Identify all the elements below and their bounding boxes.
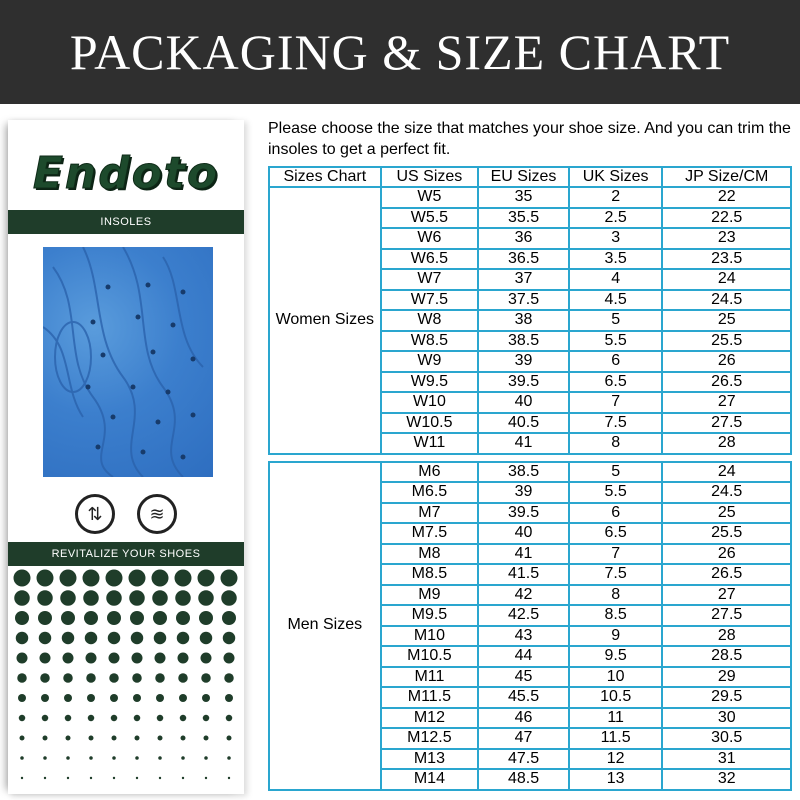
table-cell: 11: [569, 708, 663, 729]
table-cell: 27.5: [662, 605, 791, 626]
pattern-dot: [18, 694, 26, 702]
pattern-dot: [175, 590, 191, 606]
table-cell: M12: [381, 708, 479, 729]
pattern-dot: [132, 673, 142, 683]
pattern-dot: [181, 736, 186, 741]
pattern-dot: [85, 632, 98, 645]
pattern-dot: [20, 756, 24, 760]
pattern-dot: [63, 673, 73, 683]
table-cell: 12: [569, 749, 663, 770]
table-cell: 23.5: [662, 249, 791, 270]
pattern-dot: [175, 570, 192, 587]
table-cell: M8.5: [381, 564, 479, 585]
pattern-dot: [228, 777, 230, 779]
table-cell: W8.5: [381, 331, 479, 352]
pattern-dot: [109, 653, 120, 664]
table-cell: M10.5: [381, 646, 479, 667]
table-cell: 39: [478, 351, 569, 372]
table-cell: 26.5: [662, 372, 791, 393]
pattern-dot: [43, 736, 48, 741]
table-cell: W7.5: [381, 290, 479, 311]
pattern-dot: [198, 570, 215, 587]
pattern-dot: [155, 653, 166, 664]
pattern-dot: [180, 715, 187, 722]
table-cell: M12.5: [381, 728, 479, 749]
table-cell: W5.5: [381, 208, 479, 229]
table-cell: 45: [478, 667, 569, 688]
brand-logo: Endoto: [32, 148, 220, 199]
column-header: JP Size/CM: [662, 167, 791, 187]
ventilation-icon: ≋: [137, 494, 177, 534]
table-cell: M6: [381, 462, 479, 483]
table-cell: M9: [381, 585, 479, 606]
pattern-dot: [129, 590, 145, 606]
table-cell: 5.5: [569, 331, 663, 352]
size-group-label: Women Sizes: [269, 187, 381, 454]
pattern-dot: [61, 611, 75, 625]
table-cell: 22.5: [662, 208, 791, 229]
table-cell: 7: [569, 392, 663, 413]
pattern-dot: [86, 653, 97, 664]
pattern-dot: [201, 673, 211, 683]
pattern-dot: [63, 653, 74, 664]
pattern-dot: [87, 694, 95, 702]
pattern-dot: [226, 715, 233, 722]
pattern-dot: [221, 590, 237, 606]
pattern-dot: [66, 736, 71, 741]
pattern-dot: [177, 632, 190, 645]
pattern-dot: [113, 777, 115, 779]
table-cell: 23: [662, 228, 791, 249]
pattern-dot: [179, 694, 187, 702]
table-cell: 43: [478, 626, 569, 647]
pattern-dot: [89, 736, 94, 741]
table-cell: 32: [662, 769, 791, 790]
pattern-dot: [65, 715, 72, 722]
table-cell: 38: [478, 310, 569, 331]
table-cell: 28: [662, 626, 791, 647]
pattern-dot: [16, 632, 29, 645]
table-cell: W9.5: [381, 372, 479, 393]
insole-image: [43, 247, 213, 477]
pattern-dot: [66, 756, 70, 760]
table-cell: 8: [569, 433, 663, 454]
table-cell: 41.5: [478, 564, 569, 585]
table-cell: 45.5: [478, 687, 569, 708]
table-cell: 31: [662, 749, 791, 770]
pattern-dot: [178, 673, 188, 683]
table-cell: 30: [662, 708, 791, 729]
table-cell: 11.5: [569, 728, 663, 749]
pattern-dot: [37, 570, 54, 587]
table-cell: 7.5: [569, 564, 663, 585]
pattern-dot: [156, 694, 164, 702]
pattern-dot: [225, 694, 233, 702]
pattern-dot: [83, 570, 100, 587]
table-cell: 46: [478, 708, 569, 729]
table-row: [269, 462, 791, 483]
pattern-dot: [129, 570, 146, 587]
pattern-dot: [64, 694, 72, 702]
product-package: [8, 120, 244, 794]
pattern-dot: [227, 756, 231, 760]
pattern-dot: [40, 653, 51, 664]
table-cell: 47.5: [478, 749, 569, 770]
pattern-dot: [157, 715, 164, 722]
table-cell: 6.5: [569, 372, 663, 393]
pattern-dot: [154, 632, 167, 645]
table-cell: M10: [381, 626, 479, 647]
table-cell: 10.5: [569, 687, 663, 708]
table-cell: 3.5: [569, 249, 663, 270]
table-cell: 27: [662, 392, 791, 413]
table-cell: 6: [569, 351, 663, 372]
table-cell: 24.5: [662, 482, 791, 503]
pattern-dot: [221, 570, 238, 587]
pattern-dot: [152, 590, 168, 606]
air-flow-icon: ⇅: [75, 494, 115, 534]
pattern-dot: [135, 736, 140, 741]
pattern-dot: [14, 570, 31, 587]
table-cell: W9: [381, 351, 479, 372]
table-cell: 39.5: [478, 372, 569, 393]
table-cell: W8: [381, 310, 479, 331]
pattern-dot: [67, 777, 69, 779]
table-cell: 30.5: [662, 728, 791, 749]
table-cell: 25: [662, 503, 791, 524]
column-header: EU Sizes: [478, 167, 569, 187]
pattern-dot: [158, 756, 162, 760]
pattern-dot: [198, 590, 214, 606]
pattern-dot: [38, 611, 52, 625]
table-header-row: [269, 167, 791, 187]
table-cell: 9.5: [569, 646, 663, 667]
pattern-dot: [90, 777, 92, 779]
table-cell: 41: [478, 433, 569, 454]
pattern-dot: [17, 673, 27, 683]
table-cell: M9.5: [381, 605, 479, 626]
pattern-dot: [41, 694, 49, 702]
table-cell: M11.5: [381, 687, 479, 708]
table-cell: 22: [662, 187, 791, 208]
pattern-dot: [136, 777, 138, 779]
package-band-bottom: REVITALIZE YOUR SHOES: [8, 542, 244, 566]
pattern-dot: [89, 756, 93, 760]
table-cell: 37: [478, 269, 569, 290]
table-cell: 47: [478, 728, 569, 749]
pattern-dot: [15, 611, 29, 625]
table-cell: 26.5: [662, 564, 791, 585]
table-cell: W10.5: [381, 413, 479, 434]
table-cell: 27.5: [662, 413, 791, 434]
table-cell: 3: [569, 228, 663, 249]
spacer-cell: [269, 454, 791, 462]
pattern-dot: [132, 653, 143, 664]
table-cell: 41: [478, 544, 569, 565]
table-cell: 44: [478, 646, 569, 667]
table-cell: 4: [569, 269, 663, 290]
package-band-top: INSOLES: [8, 210, 244, 234]
pattern-dot: [86, 673, 96, 683]
pattern-dot: [112, 736, 117, 741]
pattern-dot: [204, 756, 208, 760]
pattern-dot: [42, 715, 49, 722]
pattern-dot: [84, 611, 98, 625]
table-cell: 5: [569, 462, 663, 483]
pattern-dot: [134, 715, 141, 722]
pattern-dot: [201, 653, 212, 664]
table-cell: 40: [478, 523, 569, 544]
pattern-dot: [152, 570, 169, 587]
column-header: Sizes Chart: [269, 167, 381, 187]
table-cell: M6.5: [381, 482, 479, 503]
pattern-dot: [62, 632, 75, 645]
column-header: UK Sizes: [569, 167, 663, 187]
table-cell: 35.5: [478, 208, 569, 229]
table-cell: 24.5: [662, 290, 791, 311]
table-cell: 36.5: [478, 249, 569, 270]
pattern-dot: [155, 673, 165, 683]
pattern-dot: [202, 694, 210, 702]
table-cell: W5: [381, 187, 479, 208]
table-cell: 24: [662, 462, 791, 483]
page-title: PACKAGING & SIZE CHART: [69, 24, 731, 80]
pattern-dot: [106, 590, 122, 606]
table-cell: 28: [662, 433, 791, 454]
table-cell: 36: [478, 228, 569, 249]
pattern-dot: [158, 736, 163, 741]
pattern-dot: [37, 590, 53, 606]
table-cell: 26: [662, 544, 791, 565]
table-cell: 29: [662, 667, 791, 688]
pattern-dot: [21, 777, 23, 779]
table-cell: 39: [478, 482, 569, 503]
table-cell: W7: [381, 269, 479, 290]
table-cell: 7.5: [569, 413, 663, 434]
table-cell: M7.5: [381, 523, 479, 544]
table-cell: 40.5: [478, 413, 569, 434]
pattern-dot: [133, 694, 141, 702]
pattern-dot: [176, 611, 190, 625]
table-cell: 9: [569, 626, 663, 647]
pattern-dot: [200, 632, 213, 645]
table-cell: W6: [381, 228, 479, 249]
table-cell: 39.5: [478, 503, 569, 524]
table-cell: 40: [478, 392, 569, 413]
pattern-dot: [224, 673, 234, 683]
pattern-dot: [178, 653, 189, 664]
table-cell: 26: [662, 351, 791, 372]
pattern-dot: [199, 611, 213, 625]
table-cell: 35: [478, 187, 569, 208]
pattern-dot: [112, 756, 116, 760]
table-cell: 5.5: [569, 482, 663, 503]
table-cell: 29.5: [662, 687, 791, 708]
pattern-dot: [182, 777, 184, 779]
pattern-dot: [222, 611, 236, 625]
table-cell: 8: [569, 585, 663, 606]
table-cell: W10: [381, 392, 479, 413]
pattern-dot: [135, 756, 139, 760]
table-cell: 25: [662, 310, 791, 331]
pattern-dot: [224, 653, 235, 664]
pattern-dot: [109, 673, 119, 683]
feature-icons: [8, 494, 244, 538]
pattern-dot: [43, 756, 47, 760]
header-banner: [0, 0, 800, 104]
table-cell: W11: [381, 433, 479, 454]
dot-pattern: [8, 566, 244, 794]
pattern-dot: [106, 570, 123, 587]
size-chart-table: [268, 166, 792, 791]
table-cell: 48.5: [478, 769, 569, 790]
table-cell: 25.5: [662, 523, 791, 544]
table-cell: M13: [381, 749, 479, 770]
pattern-dot: [203, 715, 210, 722]
table-cell: M8: [381, 544, 479, 565]
pattern-dot: [111, 715, 118, 722]
pattern-dot: [131, 632, 144, 645]
table-cell: 25.5: [662, 331, 791, 352]
table-cell: M7: [381, 503, 479, 524]
pattern-dot: [110, 694, 118, 702]
pattern-dot: [20, 736, 25, 741]
table-cell: 37.5: [478, 290, 569, 311]
table-cell: 2: [569, 187, 663, 208]
pattern-dot: [39, 632, 52, 645]
pattern-dot: [205, 777, 207, 779]
table-cell: M11: [381, 667, 479, 688]
pattern-dot: [19, 715, 26, 722]
table-cell: 4.5: [569, 290, 663, 311]
table-cell: 2.5: [569, 208, 663, 229]
pattern-dot: [83, 590, 99, 606]
pattern-dot: [223, 632, 236, 645]
table-cell: 42.5: [478, 605, 569, 626]
pattern-dot: [44, 777, 46, 779]
pattern-dot: [159, 777, 161, 779]
pattern-dot: [181, 756, 185, 760]
table-cell: 27: [662, 585, 791, 606]
insole-texture: [43, 247, 213, 477]
table-cell: 5: [569, 310, 663, 331]
column-header: US Sizes: [381, 167, 479, 187]
pattern-dot: [130, 611, 144, 625]
table-cell: 13: [569, 769, 663, 790]
pattern-dot: [227, 736, 232, 741]
pattern-dot: [108, 632, 121, 645]
group-spacer: [269, 454, 791, 462]
table-row: [269, 187, 791, 208]
pattern-dot: [107, 611, 121, 625]
table-cell: 6: [569, 503, 663, 524]
table-body: [269, 187, 791, 790]
table-cell: 7: [569, 544, 663, 565]
pattern-dot: [17, 653, 28, 664]
pattern-dot: [60, 590, 76, 606]
size-group-label: Men Sizes: [269, 462, 381, 790]
table-cell: 28.5: [662, 646, 791, 667]
size-instructions: Please choose the size that matches your shoe size. And you can trim the insoles to get a perfect fit.: [268, 120, 791, 158]
pattern-dot: [40, 673, 50, 683]
table-cell: 10: [569, 667, 663, 688]
pattern-dot: [60, 570, 77, 587]
table-cell: M14: [381, 769, 479, 790]
table-cell: 38.5: [478, 331, 569, 352]
table-cell: 8.5: [569, 605, 663, 626]
table-cell: W6.5: [381, 249, 479, 270]
table-cell: 6.5: [569, 523, 663, 544]
pattern-dot: [14, 590, 30, 606]
pattern-dot: [88, 715, 95, 722]
pattern-dot: [153, 611, 167, 625]
table-cell: 38.5: [478, 462, 569, 483]
table-cell: 24: [662, 269, 791, 290]
table-cell: 42: [478, 585, 569, 606]
pattern-dot: [204, 736, 209, 741]
